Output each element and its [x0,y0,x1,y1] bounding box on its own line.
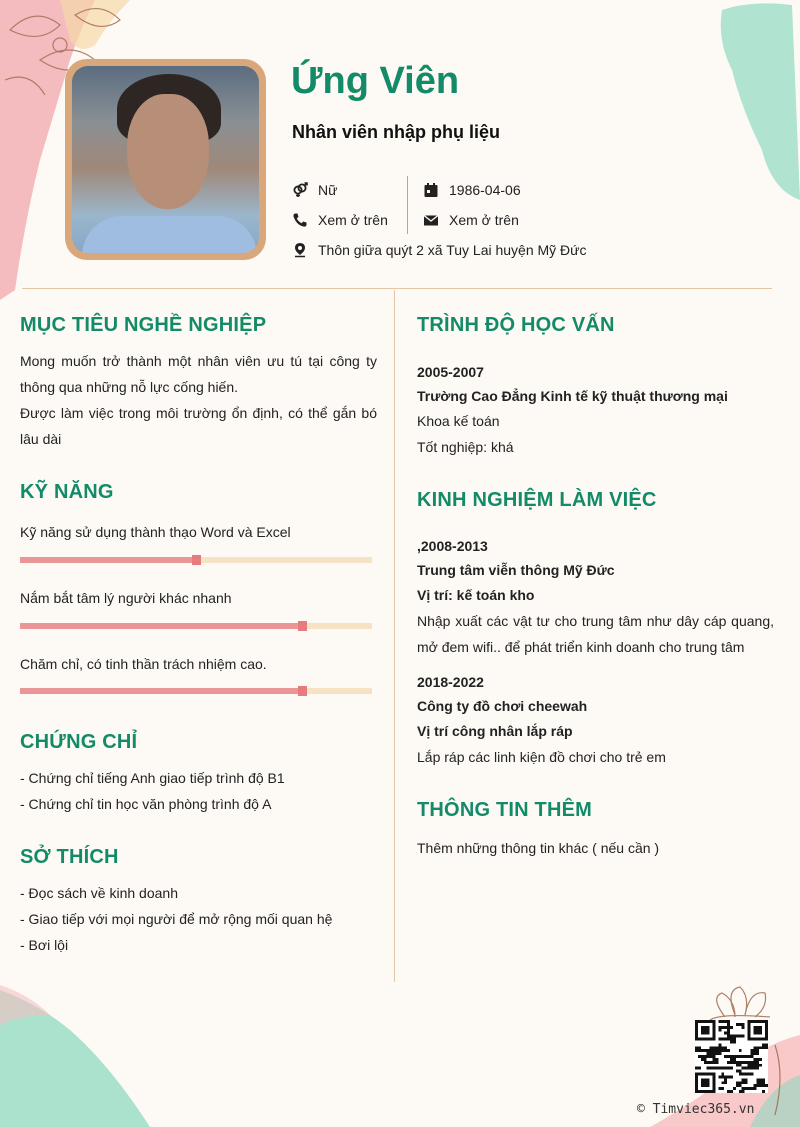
skill-bar [20,557,372,563]
education-period: 2005-2007 [417,364,484,380]
certificate-item: - Chứng chỉ tiếng Anh giao tiếp trình độ B1 [20,770,285,786]
hobby-item: - Bơi lội [20,937,69,953]
location-pin-icon [292,242,308,258]
hobby-item: - Đọc sách về kinh doanh [20,885,178,901]
watercolor-top-right-decoration [712,0,800,210]
job-company: Trung tâm viễn thông Mỹ Đức [417,562,615,578]
objective-heading: MỤC TIÊU NGHỀ NGHIỆP [20,314,267,336]
education-result: Tốt nghiệp: khá [417,439,514,455]
education-school: Trường Cao Đẳng Kinh tế kỹ thuật thương mại [417,388,728,404]
header-info-divider [407,176,408,234]
skill-label: Chăm chỉ, có tinh thần trách nhiệm cao. [20,656,267,672]
skill-bar-fill [20,557,196,563]
copyright-text: © Timviec365.vn [637,1102,755,1117]
email-info [423,212,519,228]
skill-bar-knob [298,621,307,631]
profile-photo-frame [65,59,266,260]
job-position: Vị trí: kế toán kho [417,587,535,603]
hobbies-heading: SỞ THÍCH [20,846,119,868]
phone-icon [292,212,308,228]
skill-label: Kỹ năng sử dụng thành thạo Word và Excel [20,524,291,540]
birthdate-value: 1986-04-06 [449,182,521,198]
job-position: Vị trí công nhân lắp ráp [417,723,573,739]
skill-bar-knob [192,555,201,565]
email-value: Xem ở trên [449,212,519,228]
job-title: Nhân viên nhập phụ liệu [292,122,501,142]
education-heading: TRÌNH ĐỘ HỌC VẤN [417,314,615,336]
gender-info [292,182,337,198]
watercolor-bottom-left-decoration [0,985,160,1127]
skills-heading: KỸ NĂNG [20,481,114,503]
column-divider [394,290,395,982]
birthdate-info [423,182,521,198]
objective-line: Được làm việc trong môi trường ổn định, có thể gắn bó lâu dài [20,405,377,447]
address-value: Thôn giữa quýt 2 xã Tuy Lai huyện Mỹ Đức [318,242,587,258]
additional-info-text: Thêm những thông tin khác ( nếu cần ) [417,840,660,856]
skill-bar [20,688,372,694]
certificates-heading: CHỨNG CHỈ [20,731,138,753]
job-description: Lắp ráp các linh kiện đồ chơi cho trẻ em [417,749,666,765]
skill-label: Nắm bắt tâm lý người khác nhanh [20,590,232,606]
certificate-item: - Chứng chỉ tin học văn phòng trình độ A [20,796,272,812]
objective-line: Mong muốn trở thành một nhân viên ưu tú tại công ty thông qua những nỗ lực cống hiến. [20,353,377,395]
education-faculty: Khoa kế toán [417,413,500,429]
skill-bar-fill [20,623,302,629]
job-company: Công ty đồ chơi cheewah [417,698,588,714]
skill-bar [20,623,372,629]
hobby-item: - Giao tiếp với mọi người để mở rộng mối quan hệ [20,911,333,927]
job-description: Nhập xuất các vật tư cho trung tâm như dây cáp quang, mở đem wifi.. để phát triển kinh doanh cho trung tâm [417,613,774,655]
address-info [292,242,587,258]
skill-bar-fill [20,688,302,694]
additional-info-heading: THÔNG TIN THÊM [417,799,593,821]
phone-value: Xem ở trên [318,212,388,228]
phone-info [292,212,388,228]
envelope-icon [423,212,439,228]
profile-photo [72,66,259,253]
header-divider [22,288,772,289]
experience-heading: KINH NGHIỆM LÀM VIỆC [417,489,657,511]
gender-value: Nữ [318,182,338,198]
candidate-name: Ứng Viên [291,60,460,102]
qr-code[interactable] [695,1020,768,1093]
gender-icon [292,182,308,198]
skill-bar-knob [298,686,307,696]
job-period: ,2008-2013 [417,538,488,554]
job-period: 2018-2022 [417,674,484,690]
calendar-icon [423,182,439,198]
